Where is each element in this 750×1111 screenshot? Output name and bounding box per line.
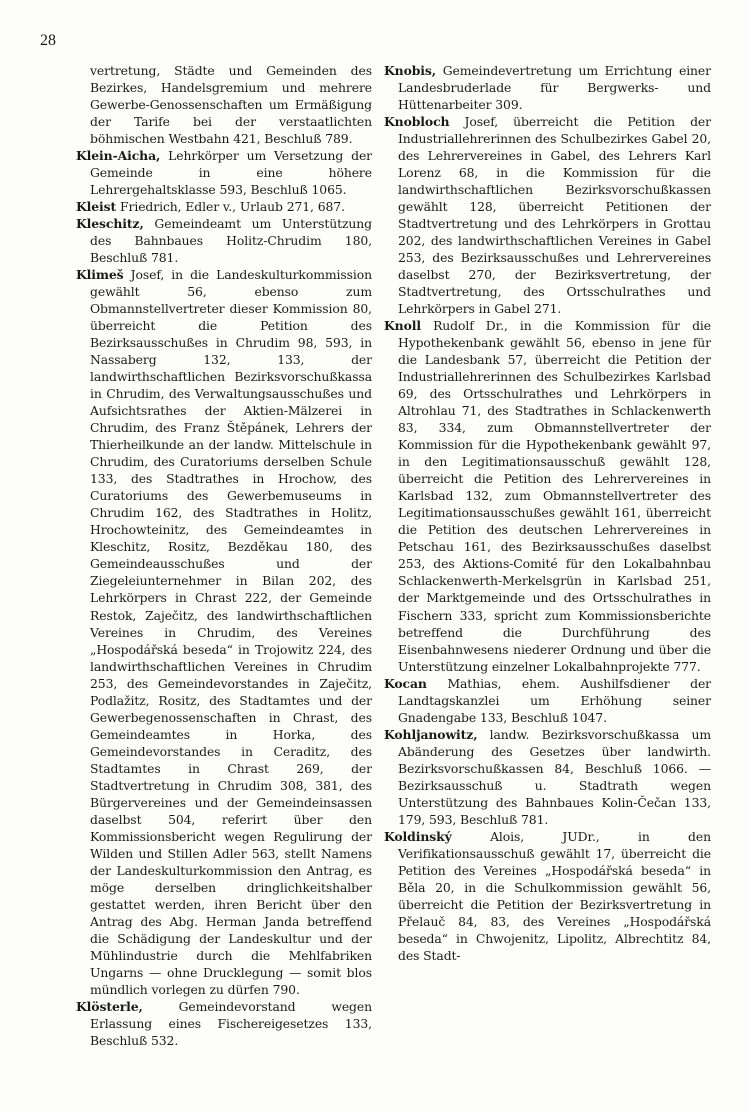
entry-text: Josef, überreicht die Petition der Industriallehrerinnen des Schulbezirkes Gabel 20, des Lehrervereines in Gabel, des Lehrers Karl Lorenz 68, in die Kommission für die landwirthschaftlichen Bezirksvorschußkassen gewählt 128, überreicht Petitionen der Stadtvertretung und des Lehrkörpers in Grottau 202, des landwirthschaftlichen Vereines in Gabel 253, des Bezirksausschußes und Lehrervereines daselbst 270, der Bezirksvertretung, der Stadtvertretung, des Ortsschulrathes und Lehrkörpers in Gabel 271. [398,114,711,317]
entry-head: Kocan [384,675,427,691]
entry-head: Kleist [76,199,117,215]
entry-text: Alois, JUDr., in den Verifikationsausschuß gewählt 17, überreicht die Petition des Vereines „Hospodářská beseda“ in Běla 20, in die Schulkommission gewählt 56, überreicht die Petition der Bezirksvertretung in Přelauč 84, 83, des Vereines „Hospodářská beseda“ in Chwojenitz, Lipolitz, Albrechtitz 84, des Stadt- [398,828,711,963]
entry-head: Klösterle, [76,998,143,1014]
entry-text: Gemeindevorstand wegen Erlassung eines Fischereigesetzes 133, Beschluß 532. [90,998,373,1048]
index-entry [76,62,372,147]
index-entry [76,998,372,1049]
entry-head: Koldinský [384,828,452,844]
left-column [76,62,372,1049]
entry-text: vertretung, Städte und Gemeinden des Bezirkes, Handelsgremium und mehrere Gewerbe-Genossenschaften um Ermäßigung der Tarife bei der verstaatlichten böhmischen Westbahn 421, Beschluß 789. [90,63,372,147]
entry-head: Knobis, [384,63,437,78]
index-entry [384,317,711,674]
right-column [384,62,711,964]
page-number: 28 [40,32,56,49]
entry-head: Knoll [384,318,421,334]
entry-text: Lehrkörper um Versetzung der Gemeinde in eine höhere Lehrergehaltsklasse 593, Beschluß 1065. [90,148,372,198]
entry-head: Klein-Aicha, [76,148,161,164]
index-entry [384,675,711,726]
index-entry [76,215,372,266]
index-entry [384,113,711,317]
entry-text: landw. Bezirksvorschußkassa um Abänderung des Gesetzes über landwirth. Bezirksvorschußkassen 84, Beschluß 1066. — Bezirksausschuß u. Stadtrath wegen Unterstützung des Bahnbaues Kolin-Čečan 133, 179, 593, Beschluß 781. [398,726,711,827]
entry-text: Rudolf Dr., in die Kommission für die Hypothekenbank gewählt 56, ebenso in jene für die Landesbank 57, überreicht die Petition der Industriallehrerinnen des Schulbezirkes Karlsbad 69, des Ortsschulrathes und Lehrkörpers in Altrohlau 71, des Stadtrathes in Schlackenwerth 83, 334, zum Obmannstellvertreter der Kommission für die Hypothekenbank gewählt 97, in den Legitimationsausschuß gewählt 128, überreicht die Petition des Lehrervereines in Karlsbad 132, zum Obmannstellvertreter des Legitimationsausschußes gewählt 161, überreicht die Petition des deutschen Lehrervereines in Petschau 161, des Bezirksausschußes daselbst 253, des Aktions-Comité für den Lokalbahnbau Schlackenwerth-Merkelsgrün in Karlsbad 251, der Marktgemeinde und des Ortsschulrathes in Fischern 333, spricht zum Kommissionsberichte betreffend die Durchführung des Eisenbahnwesens niederer Ordnung und über die Unterstützung einzelner Lokalbahnprojekte 777. [398,318,711,674]
entry-head: Knobloch [384,114,450,130]
entry-text: Gemeindeamt um Unterstützung des Bahnbaues Holitz-Chrudim 180, Beschluß 781. [90,216,372,266]
entry-text: Friedrich, Edler v., Urlaub 271, 687. [120,199,345,215]
index-entry [76,198,372,215]
index-entry [384,726,711,828]
index-entry [384,828,711,964]
entry-text: Josef, in die Landeskulturkommission gewählt 56, ebenso zum Obmannstellvertreter dieser Kommission 80, überreicht die Petition des Bezirksausschußes in Chrudim 98, 593, in Nassaberg 132, 133, der landwirthschaftlichen Bezirksvorschußkassa in Chrudim, des Verwaltungsausschußes und Aufsichtsrathes der Aktien-Mälzerei in Chrudim, des Franz Štěpánek, Lehrers der Thierheilkunde an der landw. Mittelschule in Chrudim, des Curatoriums derselben Schule 133, des Stadtrathes in Hrochow, des Curatoriums des Gewerbemuseums in Chrudim 162, des Stadtrathes in Holitz, Hrochowteinitz, des Gemeindeamtes in Kleschitz, Rositz, Bezděkau 180, des Gemeindeausschußes und der Ziegeleiunternehmer in Bilan 202, des Lehrkörpers in Chrast 222, der Gemeinde Restok, Zaječitz, des landwirthschaftlichen Vereines in Chrudim, des Vereines „Hospodářská beseda“ in Trojowitz 224, des landwirthschaftlichen Vereines in Chrudim 253, des Gemeindevorstandes in Zaječitz, Podlažitz, Rositz, des Stadtamtes und der Gewerbegenossenschaften in Chrast, des Gemeindeamtes in Horka, des Gemeindevorstandes in Ceraditz, des Stadtamtes in Chrast 269, der Stadtvertretung in Chrudim 308, 381, des Bürgervereines und der Gemeindeinsassen daselbst 504, referirt über den Kommissionsbericht wegen Regulirung der Wilden und Stillen Adler 563, stellt Namens der Landeskulturkommission den Antrag, es möge derselben dringlichkeitshalber gestattet werden, ihren Bericht über den Antrag des Abg. Herman Janda betreffend die Schädigung der Landeskultur und der Mühlindustrie durch die Mehlfabriken Ungarns — ohne Drucklegung — somit blos mündlich vorlegen zu dürfen 790. [90,267,372,997]
entry-head: Kleschitz, [76,216,144,232]
index-entry [76,266,372,998]
entry-head: Klimeš [76,267,124,283]
index-entry [384,62,711,113]
index-entry [76,147,372,198]
entry-text: Gemeindevertretung um Errichtung einer Landesbruderlade für Bergwerks- und Hüttenarbeiter 309. [398,63,711,113]
entry-text: Mathias, ehem. Aushilfsdiener der Landtagskanzlei um Erhöhung seiner Gnadengabe 133, Beschluß 1047. [398,675,711,725]
entry-head: Kohljanowitz, [384,726,478,742]
